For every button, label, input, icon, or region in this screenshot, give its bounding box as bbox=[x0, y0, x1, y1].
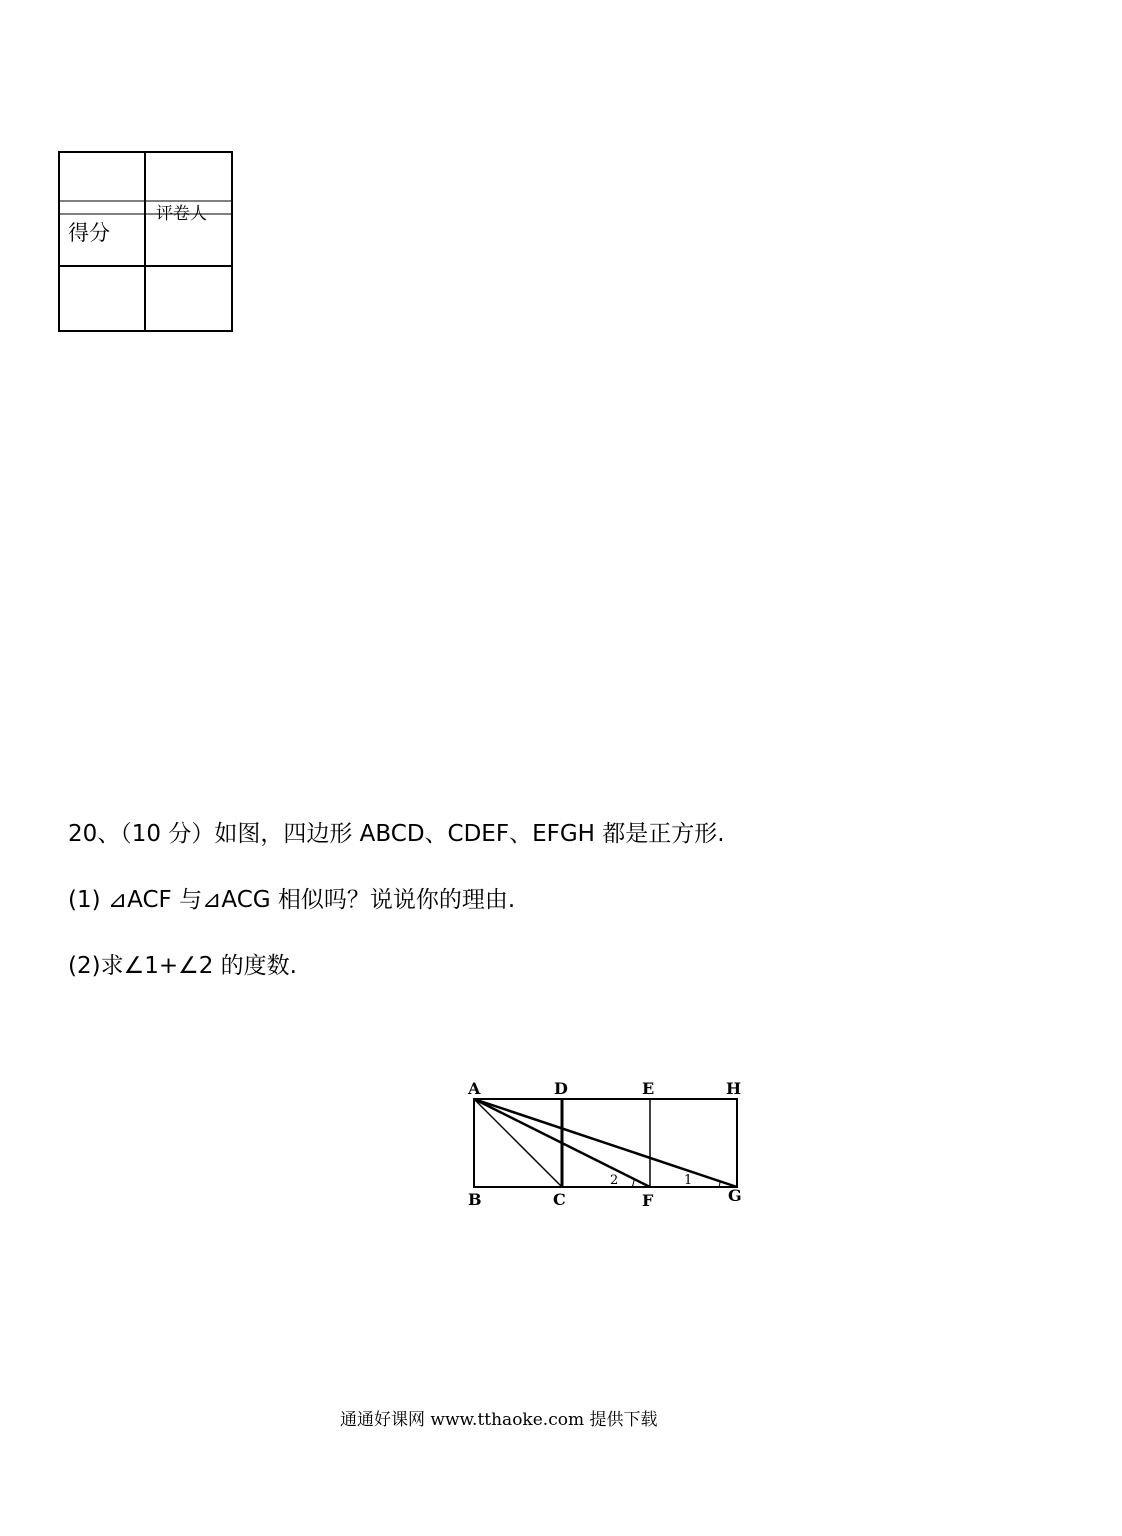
angle-label-2: 2 bbox=[610, 1173, 619, 1188]
score-label: 得分 bbox=[68, 221, 110, 245]
grader-label: 评卷人 bbox=[156, 204, 207, 224]
point-label-G: G bbox=[728, 1186, 742, 1205]
point-label-B: B bbox=[468, 1190, 482, 1209]
score-table bbox=[58, 151, 233, 332]
footer-source: 通通好课网 www.tthaoke.com 提供下载 bbox=[340, 1410, 658, 1430]
question-title: 20、（10 分）如图，四边形 ABCD、CDEF、EFGH 都是正方形. bbox=[68, 821, 725, 847]
segment-AG bbox=[474, 1099, 737, 1187]
squares-diagram bbox=[462, 1076, 752, 1212]
segment-AC bbox=[474, 1099, 562, 1187]
point-label-E: E bbox=[642, 1079, 655, 1098]
geometry-figure bbox=[462, 1076, 752, 1212]
point-label-H: H bbox=[726, 1079, 742, 1098]
point-label-D: D bbox=[554, 1079, 568, 1098]
angle-label-1: 1 bbox=[684, 1173, 693, 1188]
point-label-A: A bbox=[468, 1079, 481, 1098]
point-label-F: F bbox=[642, 1191, 654, 1210]
angle-2-arc bbox=[632, 1179, 634, 1187]
question-part-1: (1) ⊿ACF 与⊿ACG 相似吗？说说你的理由. bbox=[68, 887, 516, 913]
question-part-2: (2)求∠1+∠2 的度数. bbox=[68, 953, 297, 979]
point-label-C: C bbox=[553, 1190, 566, 1209]
